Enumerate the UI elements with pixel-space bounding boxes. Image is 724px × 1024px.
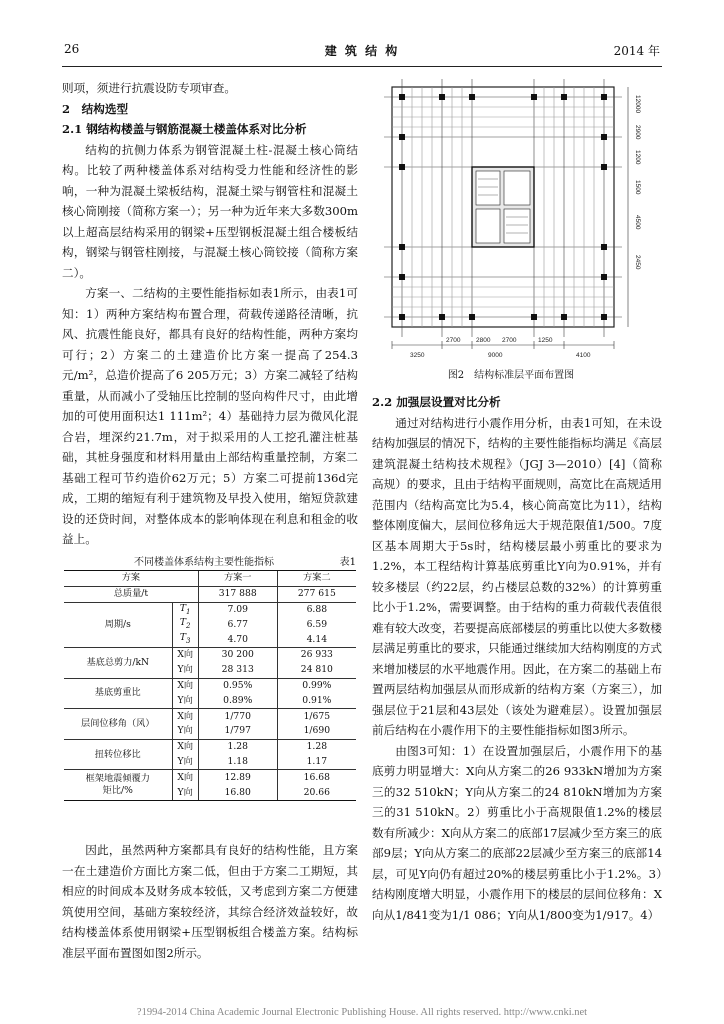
table-cell: X向 [172,739,198,754]
paragraph: 因此，虽然两种方案都具有良好的结构性能，且方案一在土建造价方面比方案二低，但由于方案二工期短，其相应的时间成本及财务成本较低，又考虑到方案二方便建筑使用空间，基础方案较经济，其综合经济效益较好，故结构楼盖体系使用钢梁+压型钢板组合楼盖方案。结构标准层平面布置图如图2所示。 [62,843,358,960]
table-cell: 317 888 [198,586,277,602]
floor-plan-drawing [380,75,642,365]
table-cell: 0.95% [198,678,277,693]
table-cell: 基底剪重比 [64,678,172,709]
section-heading: 2 结构选型 [62,101,129,116]
year: 2014 年 [613,44,660,58]
table-cell: 1/797 [198,724,277,739]
dimension-label: 1200 [634,150,641,165]
header-rule [62,66,662,67]
table-cell: X向 [172,770,198,785]
table-cell: $T_2$ [172,617,198,632]
table-cell: 基底总剪力/kN [64,648,172,679]
table-cell: 4.14 [277,632,356,647]
table-cell: 4.70 [198,632,277,647]
copyright-footer: ?1994-2014 China Academic Journal Electronic Publishing House. All rights reserved. http://www.cnki.net [136,1007,588,1018]
table-cell: 28 313 [198,663,277,678]
table-cell: 总质量/t [64,586,198,602]
dimension-label: 4100 [576,352,591,359]
table-cell: 16.80 [198,785,277,800]
table-cell: 24 810 [277,663,356,678]
table-cell: $T_1$ [172,602,198,617]
table-cell: 6.77 [198,617,277,632]
dimension-label: 3250 [410,352,425,359]
table-cell: 16.68 [277,770,356,785]
table-cell: 7.09 [198,602,277,617]
table-cell: 26 933 [277,648,356,663]
table-cell: 1.17 [277,755,356,770]
table-cell: 1.18 [198,755,277,770]
floor-plan-figure [380,75,642,365]
dimension-label: 2700 [502,337,517,344]
table-cell: 0.89% [198,693,277,708]
table-title: 不同楼盖体系结构主要性能指标 [134,557,274,568]
page-number: 26 [64,42,80,56]
table-cell: 1/770 [198,709,277,724]
table-cell: 周期/s [64,602,172,647]
dimension-label: 4500 [634,215,641,230]
table-cell-line: 框架地震倾覆力 [85,773,150,785]
table-cell: 扭转位移比 [64,739,172,770]
table-cell: X向 [172,678,198,693]
paragraph: 由图3可知：1）在设置加强层后，小震作用下的基底剪力明显增大：X向从方案二的26 933kN增加为方案三的32 510kN；Y向从方案二的24 810kN增加为方案三的31 510kN。2）剪重比小于高规限值1.2%的楼层数有所减少：X向从方案二的底部17层减少至方案三的底部9层；Y向从方案二的底部22层减少至方案三的底部14层，可见Y向仍有超过20%的楼层剪重比小于1.2%。3）结构刚度增大明显，小震作用下的楼层的层间位移角：X向从1/841变为1/1 086；Y向从1/800变为1/917。4） [372,743,662,922]
table-cell: 277 615 [277,586,356,602]
dimension-label: 1250 [538,337,553,344]
paragraph: 结构的抗侧力体系为钢管混凝土柱-混凝土核心筒结构。比较了两种楼盖体系对结构受力性能和经济性的影响，一种为混凝土梁板结构，混凝土梁与钢管柱和混凝土核心筒刚接（简称方案一）；另一种为近年来大多数300m以上超高层结构采用的钢梁+压型钢板混凝土组合楼板结构，钢梁与钢管柱刚接，与混凝土核心筒铰接（简称方案二）。 [62,142,358,280]
table-cell: X向 [172,648,198,663]
figure-caption: 图2 结构标准层平面布置图 [447,370,575,381]
dimension-label: 2800 [476,337,491,344]
dimension-label: 2900 [634,125,641,140]
table-cell: 层间位移角（风） [64,709,172,740]
table-cell: Y向 [172,693,198,708]
table-cell: 12.89 [198,770,277,785]
paragraph: 通过对结构进行小震作用分析，由表1可知，在未设结构加强层的情况下，结构的主要性能指标均满足《高层建筑混凝土结构技术规程》（JGJ 3—2010）[4]（简称高规）的要求，且由于结构平面规则，高宽比在高规适用范围内（结构高宽比为5.4，核心筒高宽比为11），结构整体刚度偏大，层间位移角远大于规范限值1/500。7度区基本周期大于5s时，结构楼层最小剪重比的要求为1.2%，本工程结构计算基底剪重比Y向为0.91%，并有较多楼层（约22层，约占楼层总数的32%）的计算剪重比小于1.2%，需要调整。由于结构的重力荷载代表值很难有较大改变，若要提高底部楼层的剪重比以使大多数楼层满足剪重比的要求，只能通过继续加大结构刚度的方式来增加楼层的水平地震作用。因此，在方案二的基础上布置两层结构加强层从而形成新的结构方案（方案三），加强层位于21层和43层处（该处为避难层）。设置加强层前后结构在小震作用下的主要性能指标如图3所示。 [372,415,662,737]
table-cell: 1/690 [277,724,356,739]
left-column-bottom [62,840,358,963]
dimension-label: 1500 [634,180,641,195]
paragraph: 方案一、二结构的主要性能指标如表1所示，由表1可知：1）两种方案结构布置合理，荷载传递路径清晰，抗风、抗震性能良好，都具有良好的结构性能，两种方案均可行；2）方案二的土建造价比方案一提高了254.3元/m²，总造价提高了6 205万元；3）方案二减轻了结构重量，从而减小了受轴压比控制的竖向构件尺寸，由此增加的可使用面积达1 111m²；4）基础持力层为微风化混合岩，埋深约21.7m，对于拟采用的人工挖孔灌注桩基础，其桩身强度和材料用量由上部结构重量控制，方案二基础工程可节约造价62万元；5）方案二可提前136d完成，工期的缩短有利于建筑物及早投入使用，缩短贷款建设的还贷时间，对整体成本的影响体现在利息和租金的收益上。 [62,286,358,546]
left-column [62,78,358,550]
paragraph: 则项，须进行抗震设防专项审查。 [62,81,236,95]
dimension-label: 2450 [634,255,641,270]
table-cell: 20.66 [277,785,356,800]
journal-title: 建 筑 结 构 [324,44,400,58]
table-cell-line: 矩比/% [102,785,133,797]
table-cell: 0.91% [277,693,356,708]
table-cell: $T_3$ [172,632,198,647]
table-cell: Y向 [172,785,198,800]
table-cell: Y向 [172,663,198,678]
table-header: 方案 [64,571,198,587]
table-cell: Y向 [172,724,198,739]
right-column [372,392,662,925]
table-cell: 6.88 [277,602,356,617]
table-cell: Y向 [172,755,198,770]
dimension-label: 12000 [634,95,641,114]
table-cell: 6.59 [277,617,356,632]
table-label: 表1 [339,557,356,568]
table-cell: 0.99% [277,678,356,693]
table-cell: 1/675 [277,709,356,724]
dimension-label: 9000 [488,352,503,359]
table-cell: 1.28 [198,739,277,754]
table-1 [64,570,356,801]
subsection-heading: 2.2 加强层设置对比分析 [372,395,501,409]
table-header: 方案二 [277,571,356,587]
table-header: 方案一 [198,571,277,587]
table-cell: 30 200 [198,648,277,663]
table-cell [64,770,172,801]
table-cell: 1.28 [277,739,356,754]
subsection-heading: 2.1 钢结构楼盖与钢筋混凝土楼盖体系对比分析 [62,122,307,136]
dimension-label: 2700 [446,337,461,344]
table-cell: X向 [172,709,198,724]
